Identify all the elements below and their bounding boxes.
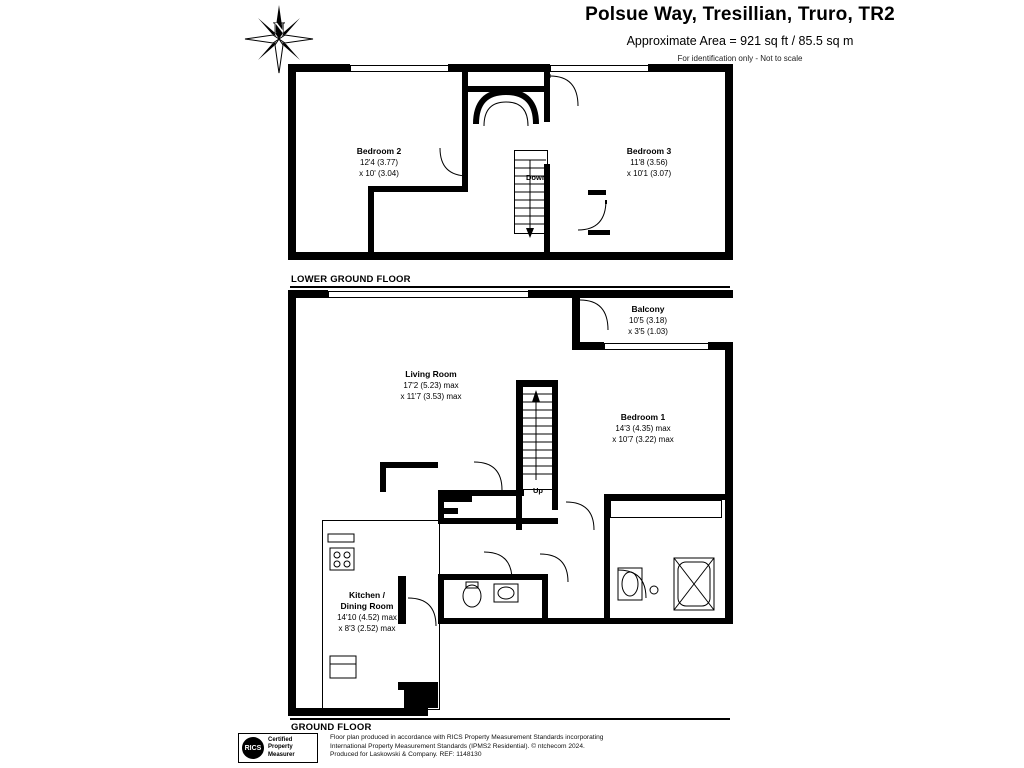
partition-bedroom2-bottom — [368, 186, 468, 192]
room-name: Balcony — [631, 304, 665, 314]
disclaimer-text: For identification only - Not to scale — [677, 54, 803, 63]
partition-wc-right — [542, 574, 548, 624]
balcony-bottom-wall-b — [708, 342, 733, 350]
rics-logo-icon: RICS — [242, 737, 264, 759]
floor-tag-lower-ground: LOWER GROUND FLOOR — [291, 274, 411, 285]
room-name: Bedroom 2 — [356, 146, 402, 156]
exterior-wall-top-mid-g — [528, 290, 588, 298]
floor-tag-rule-ground — [290, 718, 730, 720]
balcony-wall-top — [588, 290, 733, 298]
floor-tag-rule-lower — [290, 286, 730, 288]
rics-badge-line-2: Property — [268, 744, 293, 751]
partition-hall-bottom — [438, 518, 558, 524]
exterior-wall-bottom-right-g — [438, 618, 733, 624]
plan-footer — [238, 733, 798, 765]
svg-text:N: N — [273, 20, 285, 37]
room-name: Bedroom 3 — [626, 146, 672, 156]
stair-direction-up: Up — [533, 486, 543, 495]
footer-line-2: International Property Measurement Standards (IPMS2 Residential). © ntchecom 2024. — [330, 742, 585, 750]
plan-header — [470, 4, 1010, 63]
wardrobe-bedroom1 — [610, 500, 722, 518]
room-dim-2: x 10' (3.04) — [359, 169, 399, 178]
footer-line-3: Produced for Laskowski & Company. REF: 1148130 — [330, 751, 482, 759]
exterior-wall-top-a — [288, 64, 350, 72]
partition-wc-top — [438, 574, 548, 580]
partition-living-bottom — [438, 490, 524, 496]
room-dim-2: x 11'7 (3.53) max — [400, 392, 462, 401]
footer-line-1: Floor plan produced in accordance with RICS Property Measurement Standards incorporating — [330, 734, 604, 741]
balcony-divider-wall — [572, 298, 580, 346]
room-dim-1: 14'3 (4.35) max — [615, 424, 671, 433]
rics-badge-line-1: Certified — [268, 736, 293, 743]
partition-bedroom2-bottom2 — [368, 186, 374, 254]
exterior-wall-top-c — [648, 64, 733, 72]
room-dim-1: 17'2 (5.23) max — [403, 381, 459, 390]
room-label-living-room — [366, 369, 496, 402]
rics-badge-text — [268, 737, 295, 760]
room-label-balcony — [588, 304, 708, 337]
rics-certified-badge — [238, 733, 318, 763]
room-dim-1: 11'8 (3.56) — [630, 158, 668, 167]
floor-tag-ground: GROUND FLOOR — [291, 722, 372, 733]
rics-badge-line-3: Measurer — [268, 751, 295, 758]
exterior-wall-right — [725, 64, 733, 260]
exterior-wall-top-left-g — [288, 290, 328, 298]
room-dim-2: x 10'1 (3.07) — [626, 169, 672, 178]
room-label-bedroom-2 — [324, 146, 434, 179]
window-living-room — [328, 291, 530, 298]
exterior-wall-bottom — [288, 252, 733, 260]
partition-landing-right — [544, 72, 550, 122]
room-label-kitchen-dining — [302, 590, 432, 634]
stair-direction-down: Down — [526, 173, 547, 182]
staircase-ground — [522, 386, 554, 490]
window-bedroom2 — [350, 65, 450, 72]
kitchen-left-wall — [288, 530, 296, 716]
staircase-lower — [514, 150, 548, 234]
lower-ground-floor-plan — [288, 64, 733, 264]
room-name: Bedroom 1 — [620, 412, 666, 422]
partition-hall-top — [462, 86, 550, 92]
room-label-bedroom-1 — [578, 412, 708, 445]
page-title: Polsue Way, Tresillian, Truro, TR2 — [585, 4, 895, 25]
room-name: Living Room — [405, 369, 457, 379]
room-label-bedroom-3 — [594, 146, 704, 179]
room-dim-2: x 10'7 (3.22) max — [612, 435, 674, 444]
room-dim-2: x 3'5 (1.03) — [628, 327, 668, 336]
footer-disclaimer — [330, 734, 603, 760]
partition-bathroom-left — [604, 520, 610, 624]
room-dim-1: 14'10 (4.52) max — [337, 613, 397, 622]
balcony-bottom-wall-a — [572, 342, 604, 350]
exterior-wall-top-b — [448, 64, 550, 72]
exterior-wall-left — [288, 64, 296, 260]
room-name: Kitchen / — [349, 590, 385, 600]
kitchen-bottom-wall — [398, 682, 438, 690]
room-dim-2: x 8'3 (2.52) max — [338, 624, 396, 633]
room-name-2: Dining Room — [340, 601, 394, 611]
approximate-area: Approximate Area = 921 sq ft / 85.5 sq m — [626, 34, 854, 48]
room-dim-1: 12'4 (3.77) — [360, 158, 398, 167]
window-bedroom3 — [550, 65, 650, 72]
room-dim-1: 10'5 (3.18) — [629, 316, 667, 325]
window-balcony-bottom — [604, 343, 710, 350]
ground-floor-plan — [288, 290, 733, 720]
exterior-wall-right-g — [725, 346, 733, 624]
